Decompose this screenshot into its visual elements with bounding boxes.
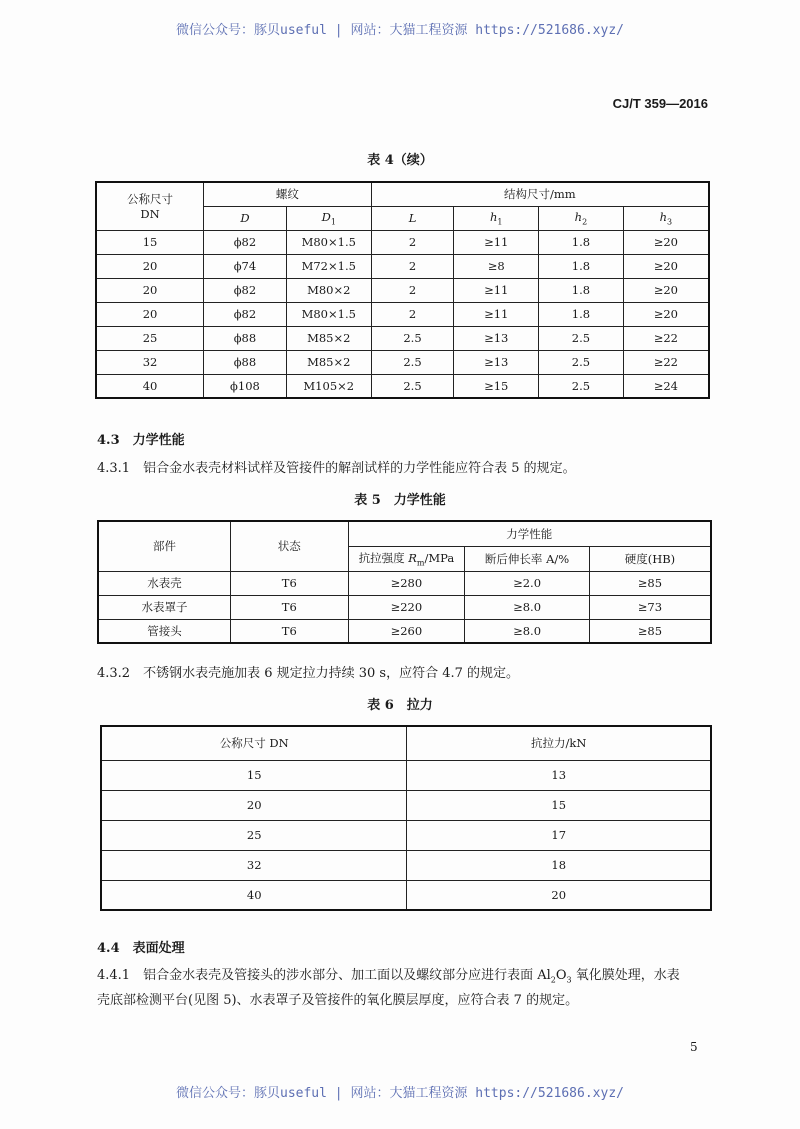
- table-cell: 18: [407, 850, 711, 880]
- table-cell: ≥20: [623, 230, 709, 254]
- table-cell: 20: [407, 880, 711, 910]
- table-cell: 20: [101, 790, 407, 820]
- table-cell: 2.5: [539, 374, 624, 398]
- table-row: [101, 820, 711, 850]
- table-cell: 15: [96, 230, 204, 254]
- table-cell: 1.8: [539, 278, 624, 302]
- table-cell: ϕ88: [204, 326, 287, 350]
- section-4-4: 4.4 表面处理: [97, 941, 185, 956]
- table-cell: 水表壳: [98, 571, 231, 595]
- table-cell: ϕ82: [204, 278, 287, 302]
- table-cell: ≥280: [348, 571, 465, 595]
- table-cell: ≥20: [623, 278, 709, 302]
- table-cell: ≥20: [623, 302, 709, 326]
- table-cell: M80×1.5: [286, 230, 371, 254]
- table-cell: M105×2: [286, 374, 371, 398]
- table-cell: 40: [101, 880, 407, 910]
- table-row: [101, 880, 711, 910]
- table-cell: ≥22: [623, 350, 709, 374]
- page-number: 5: [690, 1040, 698, 1054]
- section-4-3-1: 4.3.1 铝合金水表壳材料试样及管接件的解剖试样的力学性能应符合表 5 的规定。: [97, 461, 576, 476]
- table-cell: ≥2.0: [465, 571, 590, 595]
- table-cell: M80×1.5: [286, 302, 371, 326]
- section-4-3-2: 4.3.2 不锈钢水表壳施加表 6 规定拉力持续 30 s，应符合 4.7 的规定。: [97, 666, 520, 681]
- table-cell: ≥85: [589, 619, 711, 643]
- table-cell: 20: [96, 254, 204, 278]
- section-4-3: 4.3 力学性能: [97, 433, 185, 448]
- section-4-4-1-cont: 壳底部检测平台(见图 5)、水表罩子及管接件的氧化膜层厚度，应符合表 7 的规定。: [97, 993, 579, 1008]
- table-cell: 25: [96, 326, 204, 350]
- header-elong: 断后伸长率 A/%: [465, 546, 590, 571]
- table-cell: 2: [371, 254, 454, 278]
- table-cell: ≥13: [454, 326, 539, 350]
- header-col: $h_3$: [623, 206, 709, 230]
- table-cell: 2: [371, 302, 454, 326]
- table-cell: 水表罩子: [98, 595, 231, 619]
- table-cell: ϕ108: [204, 374, 287, 398]
- header-thread: 螺纹: [204, 182, 372, 206]
- table-row: [96, 326, 709, 350]
- table-cell: 40: [96, 374, 204, 398]
- header-state: 状态: [231, 521, 349, 571]
- table-cell: ≥260: [348, 619, 465, 643]
- table-row: [96, 350, 709, 374]
- table-row: [96, 302, 709, 326]
- table-cell: ≥8: [454, 254, 539, 278]
- table-cell: 15: [407, 790, 711, 820]
- table-cell: ≥20: [623, 254, 709, 278]
- table-cell: ≥11: [454, 302, 539, 326]
- table-cell: 1.8: [539, 254, 624, 278]
- header-dn: 公称尺寸 DN: [101, 726, 407, 760]
- table-4: [95, 181, 710, 399]
- table-row: [96, 374, 709, 398]
- table-cell: 2.5: [539, 350, 624, 374]
- header-col: $h_2$: [539, 206, 624, 230]
- header-struct: 结构尺寸/mm: [371, 182, 709, 206]
- table-cell: M72×1.5: [286, 254, 371, 278]
- table-6: [100, 725, 712, 911]
- table-row: [98, 619, 711, 643]
- table-row: [101, 760, 711, 790]
- table-cell: 2: [371, 278, 454, 302]
- table-cell: 17: [407, 820, 711, 850]
- table-cell: 32: [96, 350, 204, 374]
- table-cell: ≥11: [454, 278, 539, 302]
- table-cell: 25: [101, 820, 407, 850]
- table-cell: ≥73: [589, 595, 711, 619]
- table-row: [98, 595, 711, 619]
- table-cell: M85×2: [286, 350, 371, 374]
- table-cell: 1.8: [539, 230, 624, 254]
- table-cell: 13: [407, 760, 711, 790]
- header-dn: 公称尺寸 DN: [96, 182, 204, 230]
- table-row: [96, 230, 709, 254]
- table-cell: ϕ88: [204, 350, 287, 374]
- table-cell: 2.5: [371, 350, 454, 374]
- table-row: [101, 850, 711, 880]
- header-tensile: 抗拉强度 $R_m$/MPa: [348, 546, 465, 571]
- table6-caption: 表 6 拉力: [367, 698, 433, 713]
- header-mech: 力学性能: [348, 521, 711, 546]
- table-row: [96, 254, 709, 278]
- table-cell: M80×2: [286, 278, 371, 302]
- table-cell: ≥85: [589, 571, 711, 595]
- header-part: 部件: [98, 521, 231, 571]
- table-cell: ≥22: [623, 326, 709, 350]
- header-col: L: [371, 206, 454, 230]
- table-cell: 2.5: [539, 326, 624, 350]
- table-cell: ≥15: [454, 374, 539, 398]
- table-cell: 20: [96, 302, 204, 326]
- standard-number: CJ/T 359—2016: [612, 96, 708, 111]
- table-cell: 2.5: [371, 326, 454, 350]
- header-force: 抗拉力/kN: [407, 726, 711, 760]
- table-cell: 管接头: [98, 619, 231, 643]
- table-cell: ≥11: [454, 230, 539, 254]
- table5-caption: 表 5 力学性能: [354, 493, 446, 508]
- table-cell: 1.8: [539, 302, 624, 326]
- table-cell: ≥24: [623, 374, 709, 398]
- table-cell: ≥13: [454, 350, 539, 374]
- table-5: [97, 520, 712, 644]
- table-row: [101, 790, 711, 820]
- table-cell: ϕ82: [204, 230, 287, 254]
- header-col: $D_1$: [286, 206, 371, 230]
- table-cell: T6: [231, 619, 349, 643]
- table-cell: 2.5: [371, 374, 454, 398]
- table-cell: ≥8.0: [465, 619, 590, 643]
- table-cell: 15: [101, 760, 407, 790]
- header-col: $h_1$: [454, 206, 539, 230]
- watermark-bottom: 微信公众号：豚贝useful | 网站：大猫工程资源 https://521686.xyz/: [176, 1086, 624, 1101]
- table4-caption: 表 4（续）: [367, 153, 433, 168]
- table-row: [96, 278, 709, 302]
- table-cell: 2: [371, 230, 454, 254]
- table-cell: ϕ82: [204, 302, 287, 326]
- table-row: [98, 571, 711, 595]
- section-4-4-1: 4.4.1 铝合金水表壳及管接头的涉水部分、加工面以及螺纹部分应进行表面 $Al_2O_3$ 氧化膜处理，水表: [97, 968, 680, 985]
- table-cell: T6: [231, 595, 349, 619]
- table-cell: ≥220: [348, 595, 465, 619]
- watermark-top: 微信公众号：豚贝useful | 网站：大猫工程资源 https://521686.xyz/: [176, 23, 624, 38]
- header-hardness: 硬度(HB): [589, 546, 711, 571]
- table-cell: T6: [231, 571, 349, 595]
- table-cell: ϕ74: [204, 254, 287, 278]
- table-cell: 32: [101, 850, 407, 880]
- header-col: D: [204, 206, 287, 230]
- table-cell: M85×2: [286, 326, 371, 350]
- table-cell: ≥8.0: [465, 595, 590, 619]
- table-cell: 20: [96, 278, 204, 302]
